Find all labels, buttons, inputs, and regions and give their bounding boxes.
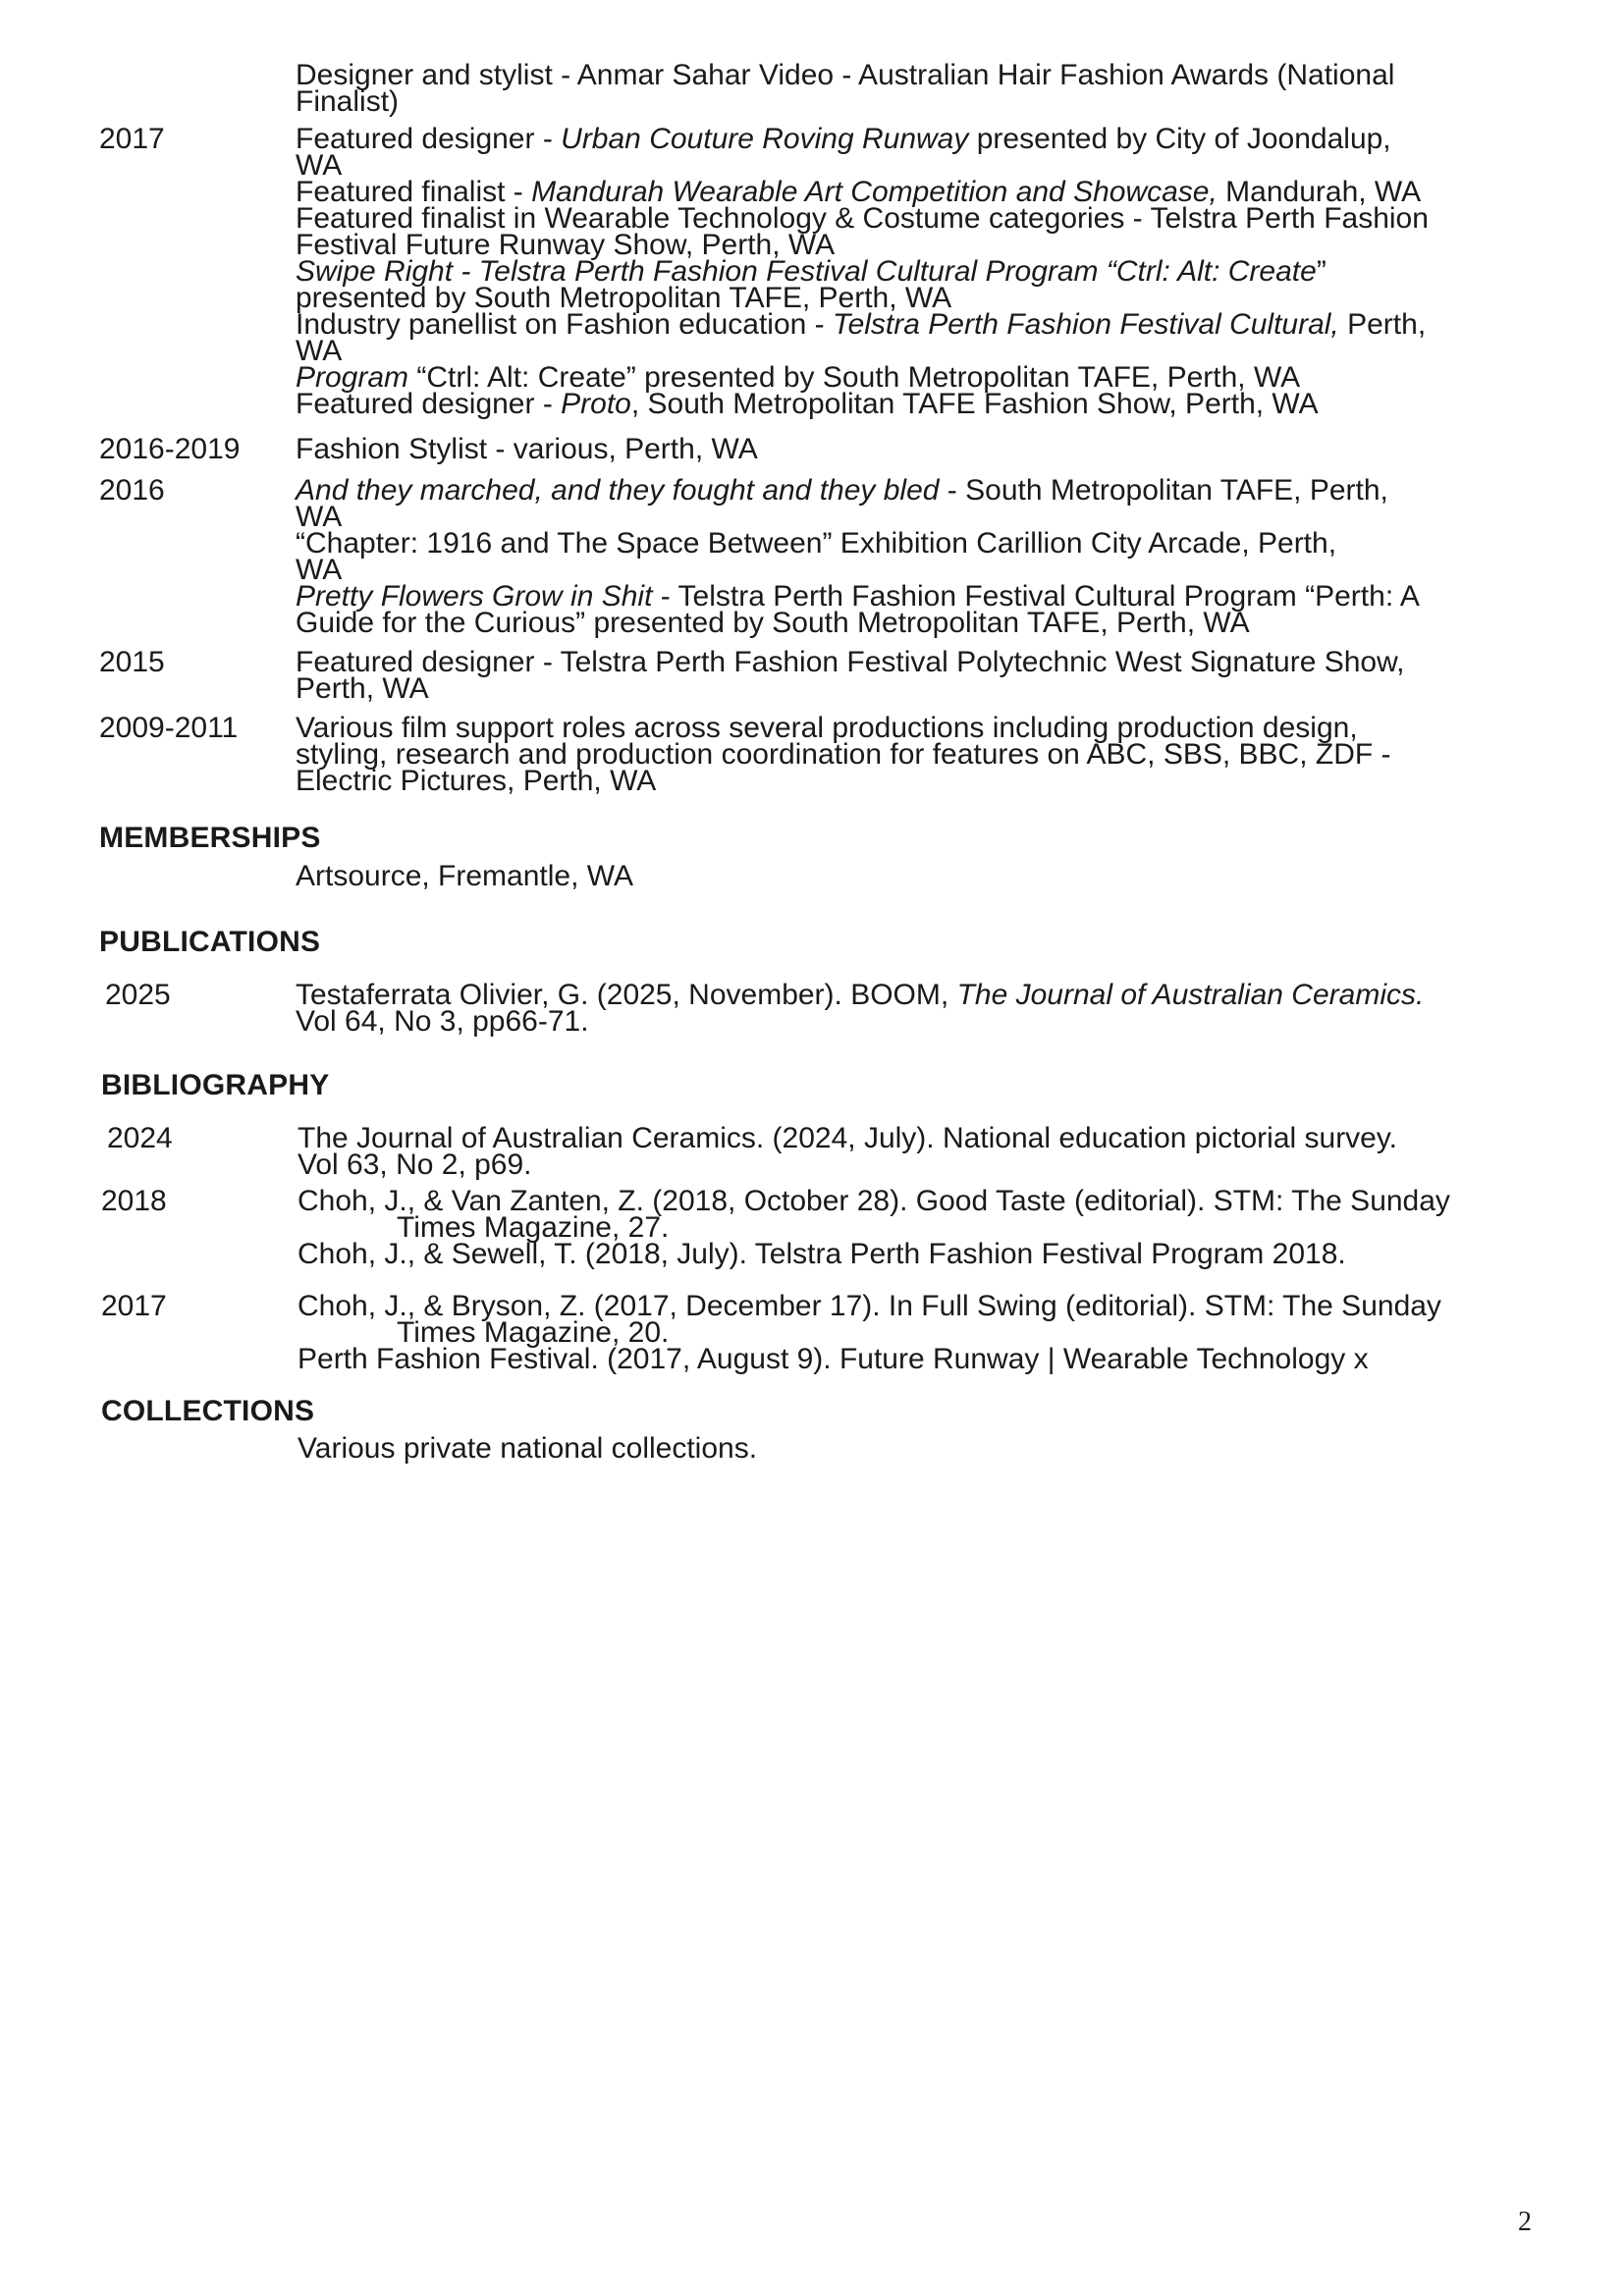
entry-year: 2024 xyxy=(107,1122,173,1154)
entry-text: presented by South Metropolitan TAFE, Perth, WA xyxy=(296,282,952,314)
entry-text: Fashion Stylist - various, Perth, WA xyxy=(296,433,758,465)
entry-text: - South Metropolitan TAFE, Perth, xyxy=(939,474,1388,507)
entry-text-italic: The Journal of Australian Ceramics. xyxy=(956,979,1425,1011)
entry-text: Choh, J., & Bryson, Z. (2017, December 17). In Full Swing (editorial). STM: The Sunday xyxy=(298,1290,1441,1322)
entry-text: Featured designer - xyxy=(296,123,562,155)
collections-line: Various private national collections. xyxy=(298,1432,758,1465)
entry-text: Featured designer - xyxy=(296,388,562,420)
entry-text: Perth Fashion Festival. (2017, August 9). Future Runway | Wearable Technology x xyxy=(298,1343,1369,1375)
entry-text-italic: Program xyxy=(296,361,409,394)
entry-text: Vol 64, No 3, pp66-71. xyxy=(296,1005,589,1038)
entry-text: Mandurah, WA xyxy=(1217,176,1422,208)
entry-text-italic: Pretty Flowers Grow in Shit xyxy=(296,580,653,613)
section-heading-bibliography: BIBLIOGRAPHY xyxy=(101,1069,330,1101)
entry-line xyxy=(298,1340,1369,1379)
entry-text: - Telstra Perth Fashion Festival Cultural Program “Perth: A xyxy=(652,580,1420,613)
entry-line xyxy=(296,762,656,801)
entry-text-italic: Telstra Perth Fashion Festival Cultural, xyxy=(833,308,1339,341)
entry-text: WA xyxy=(296,149,343,182)
entry-text: Times Magazine, 27. xyxy=(397,1211,670,1244)
entry-line xyxy=(296,524,1336,563)
entry-text: Perth, WA xyxy=(296,672,429,705)
entry-line xyxy=(296,385,1319,424)
entry-text: , South Metropolitan TAFE Fashion Show, Perth, WA xyxy=(630,388,1319,420)
section-heading-publications: PUBLICATIONS xyxy=(99,926,321,958)
entry-text: Choh, J., & Sewell, T. (2018, July). Telstra Perth Fashion Festival Program 2018. xyxy=(298,1238,1346,1270)
entry-text: Perth, xyxy=(1338,308,1427,341)
continued-entry-line: Designer and stylist - Anmar Sahar Video - Australian Hair Fashion Awards (National xyxy=(296,59,1395,91)
entry-text-italic: Mandurah Wearable Art Competition and Showcase, xyxy=(531,176,1218,208)
entry-text: Various film support roles across several productions including production design, xyxy=(296,712,1358,744)
entry-line xyxy=(296,430,758,469)
continued-entry-line: Finalist) xyxy=(296,85,400,118)
entry-line xyxy=(296,471,1388,510)
entry-text: Industry panellist on Fashion education - xyxy=(296,308,833,341)
entry-year: 2016 xyxy=(99,474,165,507)
entry-text: Featured finalist in Wearable Technology & Costume categories - Telstra Perth Fashion xyxy=(296,202,1429,235)
entry-year: 2025 xyxy=(105,979,171,1011)
entry-line xyxy=(296,643,1404,682)
entry-line xyxy=(296,604,1250,643)
entry-text: Choh, J., & Van Zanten, Z. (2018, October 28). Good Taste (editorial). STM: The Sunday xyxy=(298,1185,1450,1217)
entry-year: 2015 xyxy=(99,646,165,678)
entry-text: Festival Future Runway Show, Perth, WA xyxy=(296,229,836,261)
page-number: 2 xyxy=(1518,2207,1532,2237)
entry-text-italic: And they marched, and they fought and they bled xyxy=(296,474,940,507)
entry-year: 2009-2011 xyxy=(99,712,239,744)
entry-text: “Chapter: 1916 and The Space Between” Exhibition Carillion City Arcade, Perth, xyxy=(296,527,1337,560)
section-heading-collections: COLLECTIONS xyxy=(101,1395,315,1427)
entry-year: 2017 xyxy=(99,123,165,155)
entry-text: Guide for the Curious” presented by South Metropolitan TAFE, Perth, WA xyxy=(296,607,1250,639)
section-heading-memberships: MEMBERSHIPS xyxy=(99,822,321,854)
entry-year: 2018 xyxy=(101,1185,167,1217)
entry-text: The Journal of Australian Ceramics. (2024, July). National education pictorial survey. xyxy=(298,1122,1397,1154)
entry-text: Electric Pictures, Perth, WA xyxy=(296,765,657,797)
entry-line xyxy=(296,120,1391,159)
entry-text: Featured designer - Telstra Perth Fashion Festival Polytechnic West Signature Show, xyxy=(296,646,1405,678)
entry-text: “Ctrl: Alt: Create” presented by South Metropolitan TAFE, Perth, WA xyxy=(408,361,1301,394)
entry-text: Testaferrata Olivier, G. (2025, November). BOOM, xyxy=(296,979,957,1011)
entry-year: 2016-2019 xyxy=(99,433,241,465)
entry-line xyxy=(296,1002,589,1041)
entry-text: presented by City of Joondalup, xyxy=(968,123,1391,155)
entry-text: WA xyxy=(296,501,343,533)
entry-text: Vol 63, No 2, p69. xyxy=(298,1148,532,1181)
entry-line xyxy=(298,1146,532,1185)
entry-text: WA xyxy=(296,554,343,586)
entry-text: ” xyxy=(1316,255,1326,288)
entry-text-italic: Urban Couture Roving Runway xyxy=(561,123,969,155)
entry-line xyxy=(298,1235,1346,1274)
membership-line: Artsource, Fremantle, WA xyxy=(296,860,633,892)
entry-year: 2017 xyxy=(101,1290,167,1322)
entry-text-italic: Proto xyxy=(561,388,631,420)
entry-text: Times Magazine, 20. xyxy=(397,1316,670,1349)
entry-text: Featured finalist - xyxy=(296,176,532,208)
entry-text: styling, research and production coordination for features on ABC, SBS, BBC, ZDF - xyxy=(296,738,1391,771)
entry-text-italic: Swipe Right - Telstra Perth Fashion Festival Cultural Program “Ctrl: Alt: Create xyxy=(296,255,1317,288)
entry-line xyxy=(296,305,1426,345)
entry-text: WA xyxy=(296,335,343,367)
entry-line xyxy=(296,669,429,709)
